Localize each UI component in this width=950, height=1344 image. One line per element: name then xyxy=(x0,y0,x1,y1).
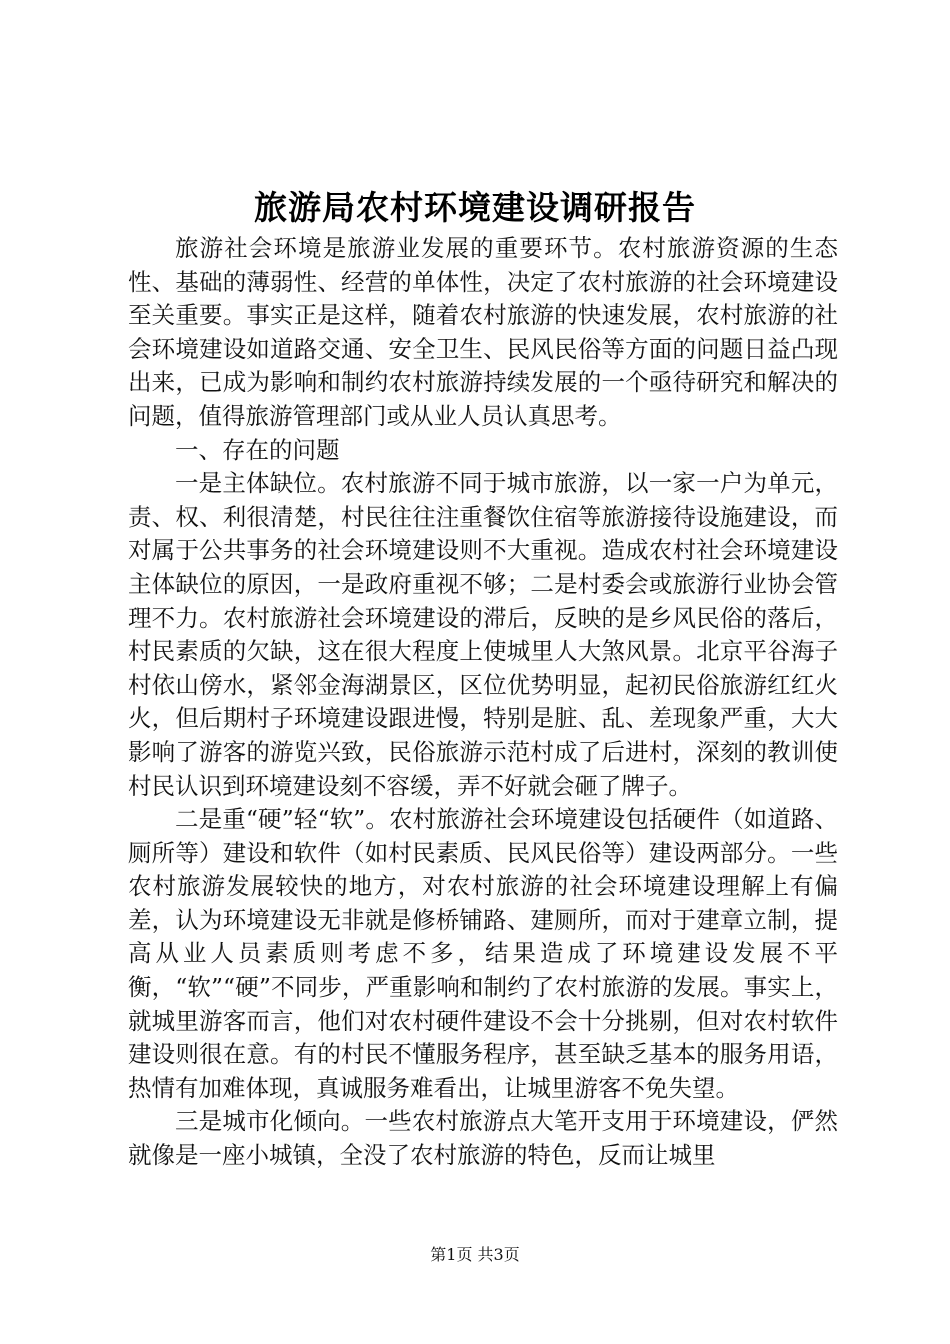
document-body xyxy=(128,232,838,1173)
page-footer: 第1页 共3页 xyxy=(430,1245,520,1264)
paragraph-problem-2: 二是重“硬”轻“软”。农村旅游社会环境建设包括硬件（如道路、厕所等）建设和软件（如村民素质、民风民俗等）建设两部分。一些农村旅游发展较快的地方，对农村旅游的社会环境建设理解上有偏差，认为环境建设无非就是修桥铺路、建厕所，而对于建章立制，提高从业人员素质则考虑不多，结果造成了环境建设发展不平衡，“软”“硬”不同步，严重影响和制约了农村旅游的发展。事实上，就城里游客而言，他们对农村硬件建设不会十分挑剔，但对农村软件建设则很在意。有的村民不懂服务程序，甚至缺乏基本的服务用语，热情有加难体现，真诚服务难看出，让城里游客不免失望。 xyxy=(128,805,838,1102)
paragraph-problem-1: 一是主体缺位。农村旅游不同于城市旅游，以一家一户为单元，责、权、利很清楚，村民往往注重餐饮住宿等旅游接待设施建设，而对属于公共事务的社会环境建设则不大重视。造成农村社会环境建设主体缺位的原因，一是政府重视不够；二是村委会或旅游行业协会管理不力。农村旅游社会环境建设的滞后，反映的是乡风民俗的落后，村民素质的欠缺，这在很大程度上使城里人大煞风景。北京平谷海子村依山傍水，紧邻金海湖景区，区位优势明显，起初民俗旅游红红火火，但后期村子环境建设跟进慢，特别是脏、乱、差现象严重，大大影响了游客的游览兴致，民俗旅游示范村成了后进村，深刻的教训使村民认识到环境建设刻不容缓，弄不好就会砸了牌子。 xyxy=(128,469,838,800)
document-title: 旅游局农村环境建设调研报告 xyxy=(254,188,696,227)
paragraph-intro: 旅游社会环境是旅游业发展的重要环节。农村旅游资源的生态性、基础的薄弱性、经营的单体性，决定了农村旅游的社会环境建设至关重要。事实正是这样，随着农村旅游的快速发展，农村旅游的社会环境建设如道路交通、安全卫生、民风民俗等方面的问题日益凸现出来，已成为影响和制约农村旅游持续发展的一个亟待研究和解决的问题，值得旅游管理部门或从业人员认真思考。 xyxy=(128,234,838,430)
section-heading-problems: 一、存在的问题 xyxy=(175,435,340,464)
paragraph-problem-3: 三是城市化倾向。一些农村旅游点大笔开支用于环境建设，俨然就像是一座小城镇，全没了农村旅游的特色，反而让城里 xyxy=(128,1107,838,1170)
